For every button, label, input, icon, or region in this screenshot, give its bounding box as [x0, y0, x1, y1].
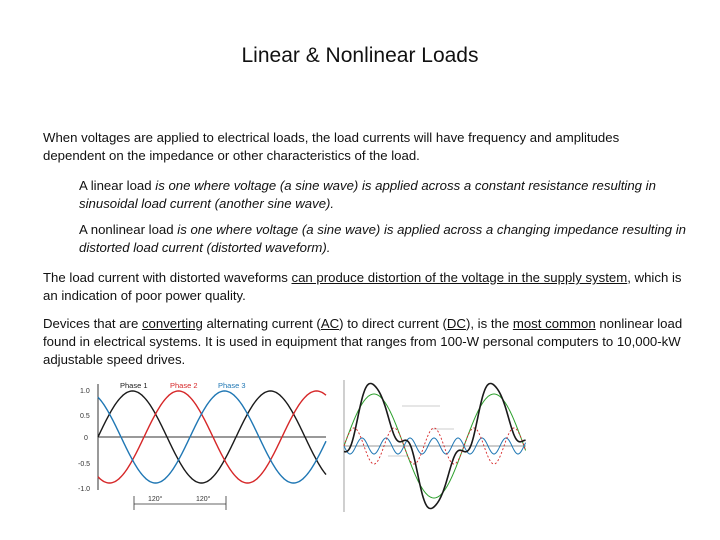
y-tick-4: -0.5 — [78, 461, 91, 468]
converting-underlined: converting — [141, 316, 203, 331]
nonlinear-load-definition: is one where voltage (a sine wave) is applied across a changing impedance resulting in distorted load current (distorted waveform). — [79, 222, 687, 255]
legend-phase-2: Phase 2 — [170, 381, 198, 390]
distortion-underlined-text: can produce distortion of the voltage in the supply system — [291, 270, 628, 285]
linear-load-term: A linear load — [79, 178, 152, 193]
distortion-text-end: , which is an indication of poor power quality. — [43, 270, 682, 303]
ac-underlined: AC — [320, 316, 340, 331]
devices-text-5: nonlinear load found in electrical systems. It is used in equipment that ranges from 100-W personal computers to 10,000-kW adjustable speed drives. — [43, 316, 683, 367]
y-tick-2: 0.5 — [80, 413, 90, 420]
most-common-underlined: most common — [512, 316, 596, 331]
three-phase-waveform-figure — [76, 378, 334, 512]
legend-phase-1: Phase 1 — [120, 381, 148, 390]
devices-paragraph — [43, 315, 683, 369]
distortion-text-start: The load current with distorted waveforms — [43, 270, 292, 285]
y-tick-3: 0 — [84, 435, 88, 442]
devices-text-1: Devices that are — [43, 316, 142, 331]
nonlinear-load-term: A nonlinear load — [79, 222, 174, 237]
linear-load-paragraph — [79, 177, 689, 213]
angle-label-2: 120° — [196, 496, 211, 503]
dc-underlined: DC — [446, 316, 466, 331]
legend-phase-3: Phase 3 — [218, 381, 246, 390]
page-title: Linear & Nonlinear Loads — [241, 44, 479, 67]
devices-text-3: ) to direct current ( — [339, 316, 447, 331]
nonlinear-load-paragraph — [79, 221, 689, 257]
devices-text-2: alternating current ( — [202, 316, 321, 331]
intro-paragraph: When voltages are applied to electrical loads, the load currents will have frequency and amplitudes dependent on the impedance or other characteristics of the load. — [43, 130, 620, 163]
distortion-paragraph — [43, 269, 683, 305]
y-tick-1: 1.0 — [80, 388, 90, 395]
y-axis — [98, 384, 326, 490]
distorted-waveform-figure — [336, 376, 532, 516]
y-tick-5: -1.0 — [78, 486, 91, 493]
linear-load-definition: is one where voltage (a sine wave) is applied across a constant resistance resulting in sinusoidal load current (another sine wave). — [79, 178, 656, 211]
angle-label-1: 120° — [148, 496, 163, 503]
devices-text-4: ), is the — [465, 316, 513, 331]
